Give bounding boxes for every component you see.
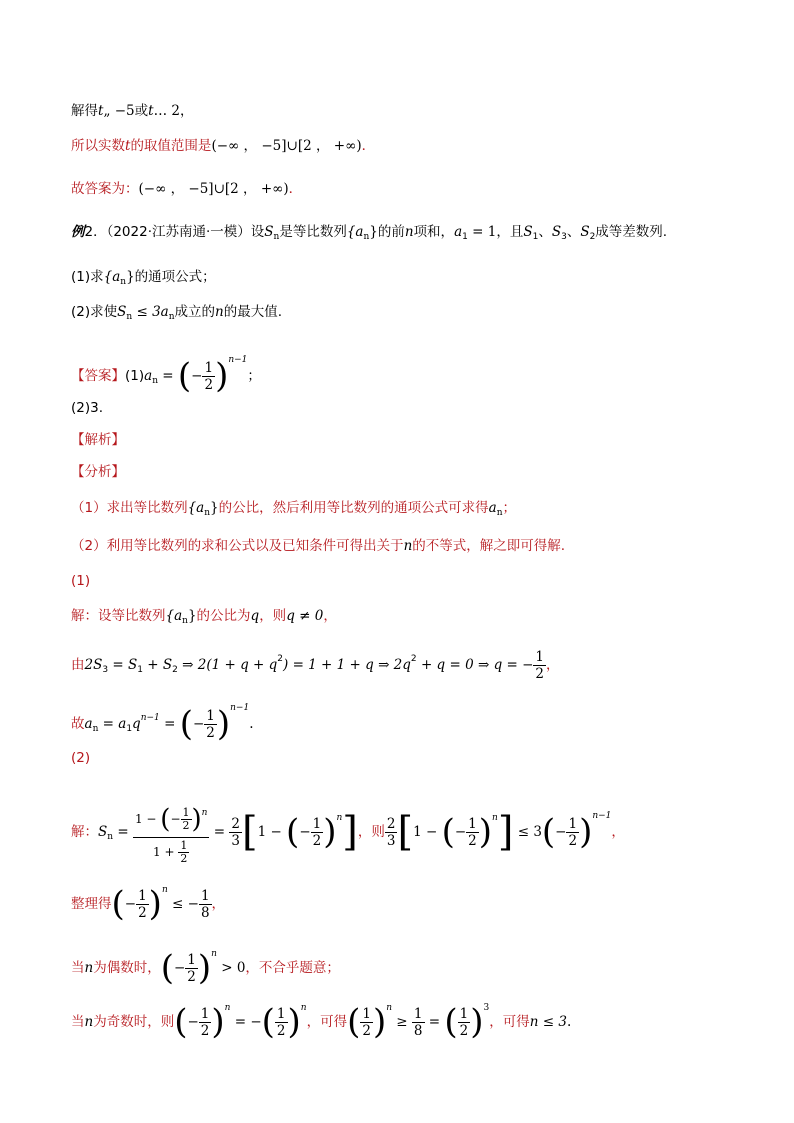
solution-1-setup: 解：设等比数列$\{a_n\}$的公比为q，则q ≠ 0， [71,608,337,626]
example-2-statement: 例2．（2022·江苏南通·一模）设$S_n$是等比数列$\{a_n\}$的前n项和，$a_1 = 1$，且$S_1$、$S_3$、$S_2$成等差数列. [71,224,668,242]
solution-1-derivation: 由$2S_3 = S_1 + S_2$ ⇒ $2(1 + q + q^2) = 1 + 1 + q$ ⇒ $2q^2 + q = 0$ ⇒ q = − $\frac{1}{2}$ ， [71,648,560,682]
range-conclusion-line: 所以实数t的取值范围是(−∞ ， −5]∪[2 ， +∞)． [71,138,376,154]
fraction: $\frac{1}{2}$ [206,707,215,741]
fraction: $\frac{1}{2}$ [535,648,545,682]
fraction: $\frac{1}{2}$ [204,359,214,393]
analysis-heading: 【解析】 [71,432,125,448]
answer-summary-line: 故答案为：(−∞ ， −5]∪[2 ， +∞)． [71,181,303,197]
simplified-inequality: 整理得(− $\frac{1}{2}$ )$^n$ ≤ − $\frac{1}{8}$ ， [71,884,226,924]
solution-1-general-term: 故$a_n = a_1q^{n-1}$ = (− $\frac{1}{2}$ )$^{n-1}$. [71,703,254,744]
odd-case: 当n为奇数时，则(− $\frac{1}{2}$ )$^n$ = −( $\frac{1}{2}$ )$^n$，可得( $\frac{1}{2}$ )$^n$ ≥ $\frac{1}{8}$ = ( $\frac{1}{2}$ )$^3$，可得n ≤ 3. [71,1002,572,1042]
solution-2-sum-formula: 解：$S_n$ = 1 − (− $\frac{1}{2}$ )$^n$ 1 + $\frac{1}{2}$ = $\frac{2}{3}$ [1 − (− $\frac{1}{2}$ )$^n$]，则 $\frac{2}{3}$ [1 − (− $\frac{1}{2}$ )$^n$] ≤ 3(− $\frac{1}{2}$ )$^{n-1}$， [71,786,625,848]
question-2: (2)求使$S_n \le 3a_n$成立的n的最大值. [71,304,283,322]
solution-part-1-label: (1) [71,573,91,589]
answer-part-2: (2)3. [71,400,104,416]
reasoning-step-2: （2）利用等比数列的求和公式以及已知条件可得出关于n的不等式，解之即可得解. [71,538,566,554]
answer-line: 【答案】$(1)a_n$ = (− $\frac{1}{2}$ )$^{n-1}$； [71,355,261,396]
solution-result-line: 解得t„ −5或t… 2， [71,103,194,119]
solution-part-2-label: (2) [71,750,91,766]
sum-fraction: 1 − (− $\frac{1}{2}$ )$^n$ 1 + $\frac{1}{2}$ [133,798,210,866]
reasoning-heading: 【分析】 [71,464,125,480]
reasoning-step-1: （1）求出等比数列$\{a_n\}$的公比，然后利用等比数列的通项公式可求得$a_n$； [71,500,516,518]
even-case: 当n为偶数时，(− $\frac{1}{2}$ )$^n$ > 0，不合乎题意； [71,948,340,988]
question-1: (1)求$\{a_n\}$的通项公式； [71,269,216,287]
